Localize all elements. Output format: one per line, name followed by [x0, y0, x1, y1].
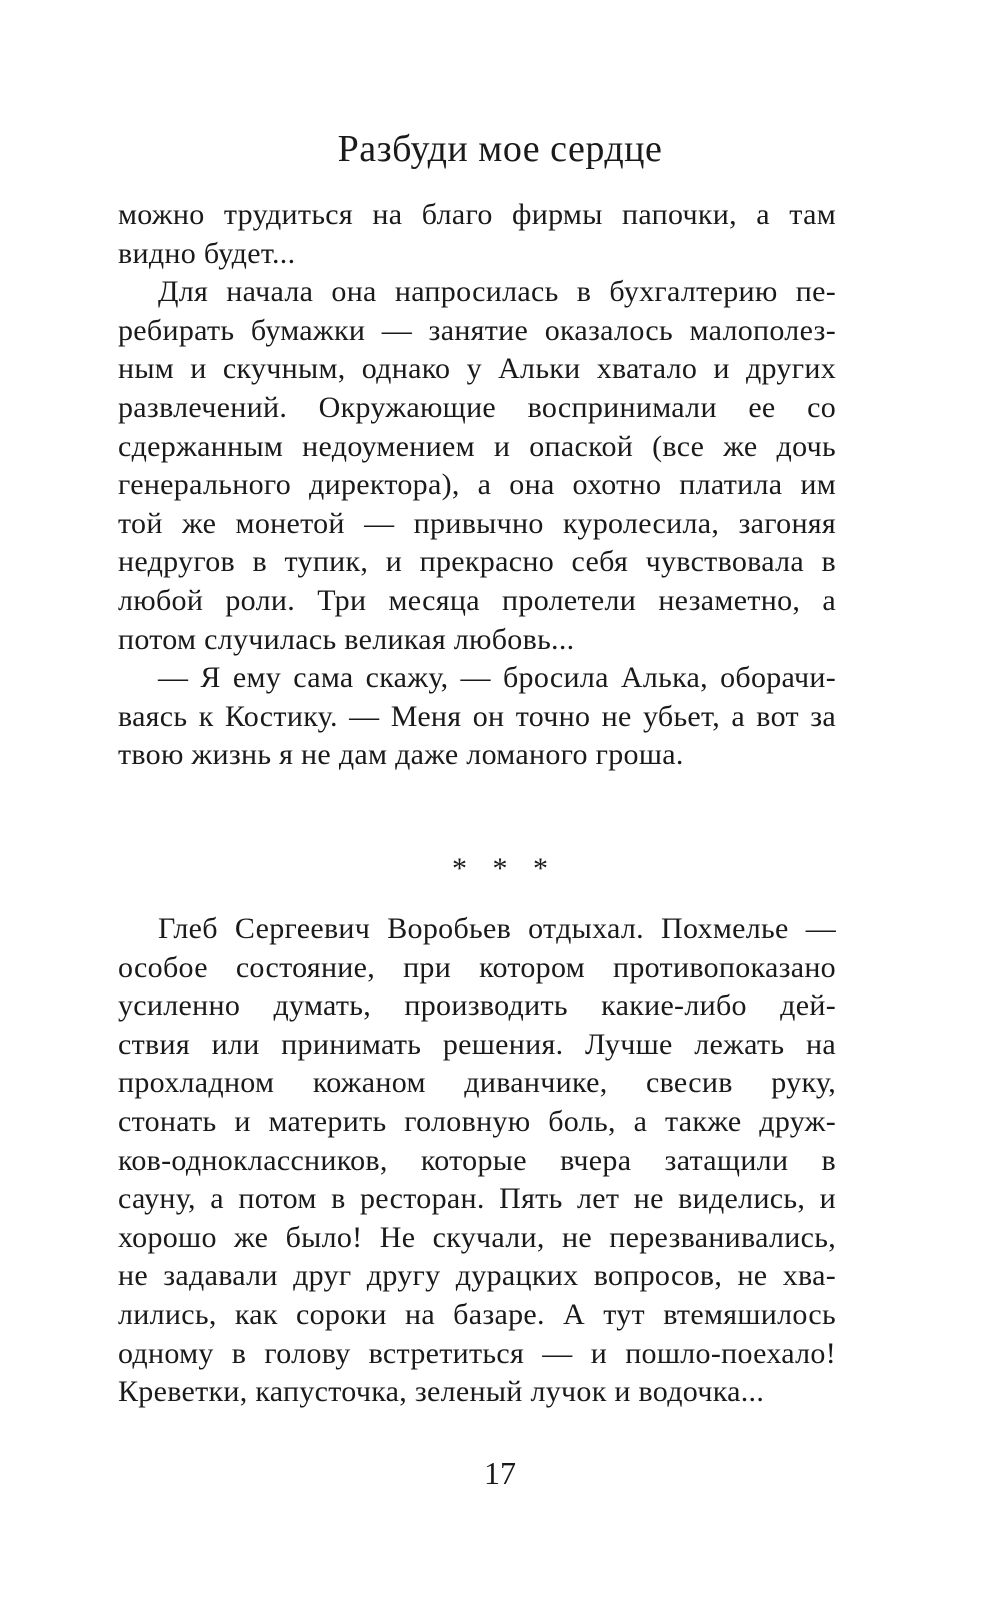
text-line: ваясь к Костику. — Меня он точно не убьет, а вот за [118, 699, 836, 733]
text-line: Для начала она напросилась в бухгалтерию пе- [158, 275, 836, 309]
text-line: хорошо же было! Не скучали, не перезванивались, [118, 1220, 836, 1254]
text-section-1 [118, 196, 836, 775]
text-line: развлечений. Окружающие воспринимали ее со [118, 390, 836, 424]
text-line: сдержанным недоумением и опаской (все же дочь [118, 429, 836, 463]
text-line: усиленно думать, производить какие-либо дей- [118, 989, 836, 1023]
text-line: генерального директора), а она охотно платила им [118, 468, 836, 502]
page-number: 17 [484, 1455, 516, 1491]
text-line: Креветки, капусточка, зеленый лучок и водочка... [118, 1375, 765, 1409]
text-line: той же монетой — привычно куролесила, загоняя [118, 506, 836, 540]
running-header: Разбуди мое сердце [337, 128, 663, 170]
text-line: любой роли. Три месяца пролетели незаметно, а [118, 583, 836, 617]
text-section-2 [118, 910, 836, 1412]
text-line: ков-одноклассников, которые вчера затащили в [118, 1143, 836, 1177]
text-line: можно трудиться на благо фирмы папочки, а там [118, 198, 836, 231]
text-line: ребирать бумажки — занятие оказалось малополез- [118, 313, 836, 347]
text-line: — Я ему сама скажу, — бросила Алька, оборачи- [158, 661, 836, 695]
text-line: не задавали друг другу дурацких вопросов, не хва- [118, 1259, 836, 1293]
text-line: ствия или принимать решения. Лучше лежать на [118, 1027, 836, 1061]
section-divider: * * * [452, 852, 548, 885]
text-line: сауну, а потом в ресторан. Пять лет не виделись, и [118, 1182, 836, 1216]
text-line: ным и скучным, однако у Альки хватало и других [118, 352, 836, 386]
text-line: видно будет... [118, 236, 296, 270]
text-line: твою жизнь я не дам даже ломаного гроша. [118, 738, 684, 772]
text-line: потом случилась великая любовь... [118, 622, 575, 656]
text-line: стонать и материть головную боль, а также друж- [118, 1104, 836, 1138]
text-line: лились, как сороки на базаре. А тут втемяшилось [118, 1297, 836, 1331]
text-line: особое состояние, при котором противопоказано [118, 950, 836, 984]
text-line: недругов в тупик, и прекрасно себя чувствовала в [118, 545, 836, 579]
text-line: Глеб Сергеевич Воробьев отдыхал. Похмелье — [158, 912, 836, 945]
text-line: одному в голову встретиться — и пошло-поехало! [118, 1336, 836, 1370]
text-line: прохладном кожаном диванчике, свесив руку, [118, 1066, 836, 1100]
